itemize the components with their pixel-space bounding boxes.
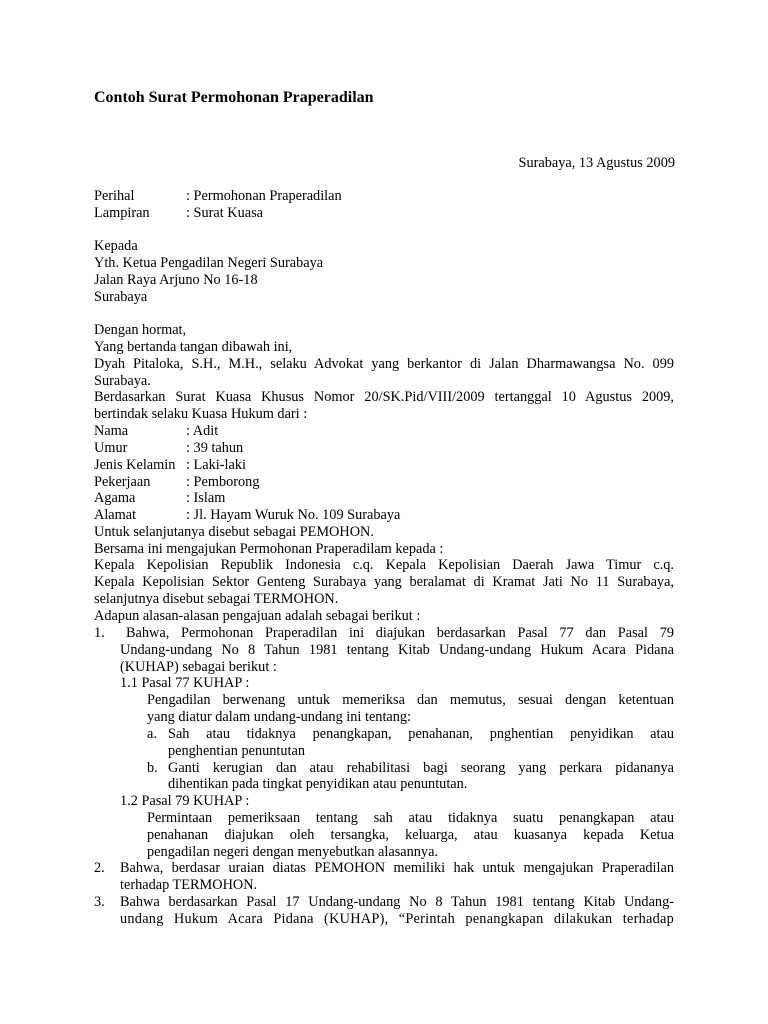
perihal-row [94, 188, 674, 205]
client-nama-label: Nama [94, 423, 129, 439]
section-1-2-line-2: penahanan diajukan oleh tersangka, keluarga, atau kuasanya kepada Ketua [147, 827, 674, 843]
section-1-2-line-3: pengadilan negeri dengan menyebutkan alasannya. [147, 844, 438, 860]
client-umur-value: : 39 tahun [186, 440, 244, 456]
section-1-1-heading: 1.1 Pasal 77 KUHAP : [120, 675, 250, 691]
termohon-line: selanjutnya disebut sebagai TERMOHON. [94, 591, 339, 607]
client-pekerjaan-row [94, 474, 674, 491]
client-alamat-value: : Jl. Hayam Wuruk No. 109 Surabaya [186, 507, 401, 523]
section-1-1-line-1: Pengadilan berwenang untuk memeriksa dan memutus, sesuai dengan ketentuan [147, 692, 674, 708]
point-2-number: 2. [94, 860, 105, 876]
lampiran-label: Lampiran [94, 205, 150, 221]
client-agama-label: Agama [94, 490, 136, 506]
greeting: Dengan hormat, [94, 322, 187, 338]
client-jk-value: : Laki-laki [186, 457, 246, 473]
item-b-line-2: dihentikan pada tingkat penyidikan atau penuntutan. [168, 776, 468, 792]
point-3-line-1: Bahwa berdasarkan Pasal 17 Undang-undang No 8 Tahun 1981 tentang Kitab Undang- [120, 894, 674, 910]
pemohon-line: Untuk selanjutanya disebut sebagai PEMOHON. [94, 524, 374, 540]
signed-intro: Yang bertanda tangan dibawah ini, [94, 339, 293, 355]
power-line-2: bertindak selaku Kuasa Hukum dari : [94, 406, 308, 422]
client-nama-row [94, 423, 674, 440]
advocate-line-2: Surabaya. [94, 373, 151, 389]
kepala-line-1: Kepala Kepolisian Republik Indonesia c.q. Kepala Kepolisian Daerah Jawa Timur c.q. [94, 557, 674, 573]
client-alamat-row [94, 507, 674, 524]
client-umur-label: Umur [94, 440, 128, 456]
client-pekerjaan-value: : Pemborong [186, 474, 260, 490]
client-nama-value: : Adit [186, 423, 219, 439]
kepala-line-2: Kepala Kepolisian Sektor Genteng Surabaya yang beralamat di Kramat Jati No 11 Surabaya, [94, 574, 674, 590]
client-jk-label: Jenis Kelamin [94, 457, 176, 473]
point-2-line-2: terhadap TERMOHON. [120, 877, 258, 893]
point-1-line-2: Undang-undang No 8 Tahun 1981 tentang Kitab Undang-undang Hukum Acara Pidana [120, 642, 674, 658]
client-pekerjaan-label: Pekerjaan [94, 474, 151, 490]
point-3-line-2: undang Hukum Acara Pidana (KUHAP), “Perintah penangkapan dilakukan terhadap [120, 911, 674, 927]
point-1-line-3: (KUHAP) sebagai berikut : [120, 659, 277, 675]
point-3-number: 3. [94, 894, 105, 910]
client-alamat-label: Alamat [94, 507, 137, 523]
place-date: Surabaya, 13 Agustus 2009 [518, 155, 675, 171]
lampiran-row [94, 205, 674, 222]
perihal-value: : Permohonan Praperadilan [186, 188, 342, 204]
advocate-line-1: Dyah Pitaloka, S.H., M.H., selaku Advokat yang berkantor di Jalan Dharmawangsa No. 099 [94, 356, 674, 372]
item-b-line-1: Ganti kerugian dan atau rehabilitasi bagi seorang yang perkara pidananya [168, 760, 674, 776]
point-1-line-1: Bahwa, Permohonan Praperadilan ini diajukan berdasarkan Pasal 77 dan Pasal 79 [126, 625, 674, 641]
point-2-line-1: Bahwa, berdasar uraian diatas PEMOHON memiliki hak untuk mengajukan Praperadilan [120, 860, 674, 876]
address-recipient: Yth. Ketua Pengadilan Negeri Surabaya [94, 255, 324, 271]
address-street: Jalan Raya Arjuno No 16-18 [94, 272, 258, 288]
item-a-line-1: Sah atau tidaknya penangkapan, penahanan, pnghentian penyidikan atau [168, 726, 674, 742]
item-a-letter: a. [147, 726, 157, 742]
client-agama-row [94, 490, 674, 507]
address-city: Surabaya [94, 289, 148, 305]
bersama-line: Bersama ini mengajukan Permohonan Praperadilam kepada : [94, 541, 444, 557]
point-1-number: 1. [94, 625, 105, 641]
alasan-line: Adapun alasan-alasan pengajuan adalah sebagai berikut : [94, 608, 421, 624]
address-kepada: Kepada [94, 238, 138, 254]
section-1-1-line-2: yang diatur dalam undang-undang ini tentang: [147, 709, 412, 725]
section-1-2-heading: 1.2 Pasal 79 KUHAP : [120, 793, 250, 809]
document-title: Contoh Surat Permohonan Praperadilan [94, 89, 374, 106]
item-a-line-2: penghentian penuntutan [168, 743, 305, 759]
section-1-2-line-1: Permintaan pemeriksaan tentang sah atau tidaknya suatu penangkapan atau [147, 810, 674, 826]
item-b-letter: b. [147, 760, 158, 776]
lampiran-value: : Surat Kuasa [186, 205, 264, 221]
perihal-label: Perihal [94, 188, 135, 204]
client-jk-row [94, 457, 674, 474]
client-umur-row [94, 440, 674, 457]
power-line-1: Berdasarkan Surat Kuasa Khusus Nomor 20/SK.Pid/VIII/2009 tertanggal 10 Agustus 2009, [94, 389, 674, 405]
client-agama-value: : Islam [186, 490, 226, 506]
